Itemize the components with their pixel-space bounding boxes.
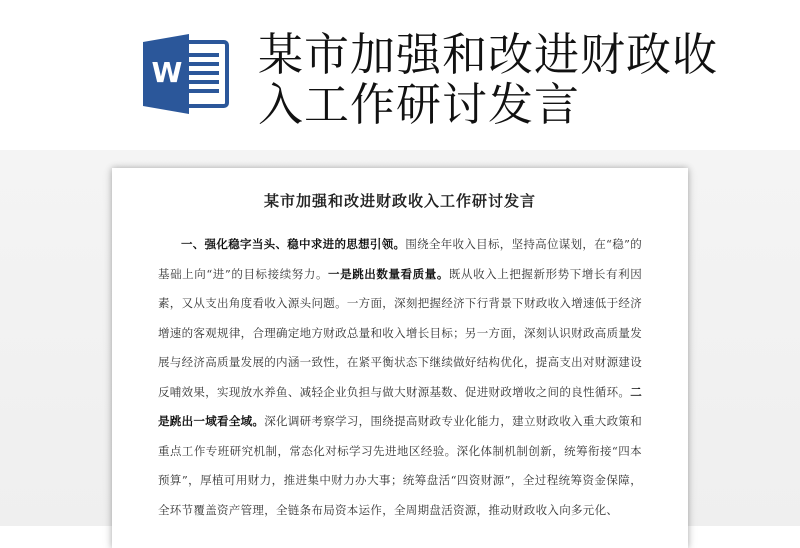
- word-document-icon: [143, 34, 229, 114]
- body-text: 深化调研考察学习，围绕提高财政专业化能力，建立财政收入重大政策和重点工作专班研究机制，常态化对标学习先进地区经验。深化体制机制创新，统筹衔接“四本预算”，厚植可用财力，推进集中财力办大事；统筹盘活“四资财源”，全过程统筹资金保障，全环节覆盖资产管理，全链条布局资本运作，全周期盘活资源，推动财政收入向多元化、: [158, 414, 642, 517]
- point-heading-two: 二是跳出一域看全域。: [158, 384, 642, 428]
- section-heading: 一、强化稳字当头、稳中求进的思想引领。: [181, 237, 406, 251]
- point-heading-one: 一是跳出数量看质量。: [328, 266, 449, 281]
- body-text: 既从收入上把握新形势下增长有利因素，又从支出角度看收入源头问题。一方面，深刻把握经济下行背景下财政收入增速低于经济增速的客观规律，合理确定地方财政总量和收入增长目标；另一方面，深刻认识财政高质量发展与经济高质量发展的内涵一致性，在紧平衡状态下继续做好结构优化，提高支出对财源建设反哺效果，实现放水养鱼、减轻企业负担与做大财源基数、促进财政增收之间的良性循环。: [158, 266, 642, 399]
- document-page-preview: [112, 168, 688, 548]
- word-icon-letter: W: [151, 56, 183, 89]
- document-title: 某市加强和改进财政收入工作研讨发言: [263, 192, 536, 210]
- cover-title: 某市加强和改进财政收入工作研讨发言: [258, 28, 719, 131]
- document-body-paragraph: [158, 230, 642, 525]
- cover-header: [0, 0, 800, 150]
- body-text: 围绕全年收入目标，坚持高位谋划，在“稳”的基础上向“进”的目标接续努力。: [158, 237, 642, 281]
